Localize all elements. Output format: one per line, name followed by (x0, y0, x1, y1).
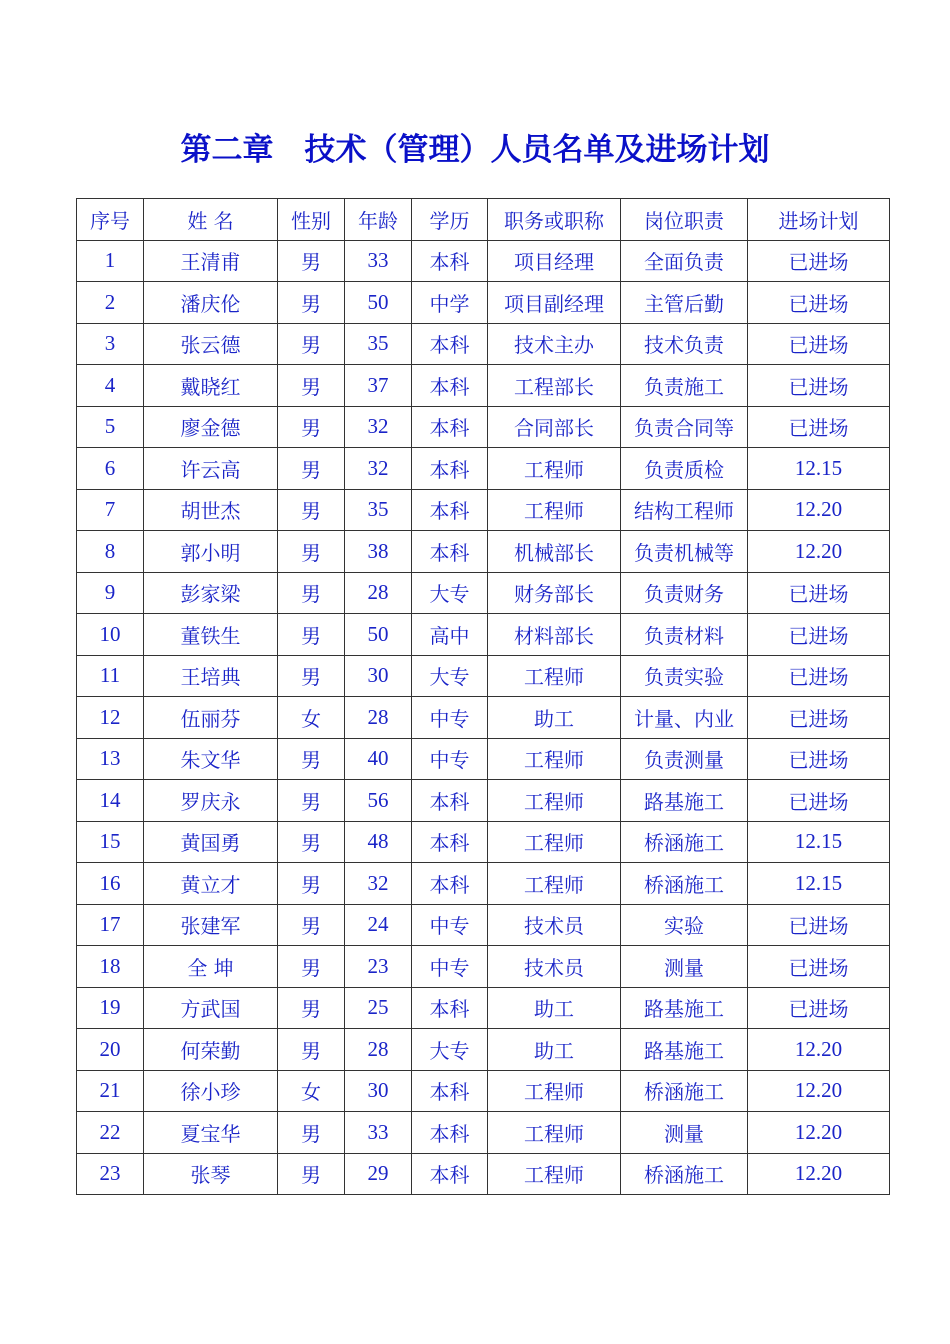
name-cell: 潘庆伦 (144, 282, 278, 324)
table-row (77, 1112, 890, 1154)
entry-plan-cell: 12.15 (748, 821, 890, 863)
age-cell: 38 (345, 531, 412, 573)
entry-plan-cell: 12.20 (748, 489, 890, 531)
education-cell: 本科 (412, 987, 488, 1029)
name-header: 姓 名 (144, 199, 278, 241)
name-cell: 何荣勤 (144, 1029, 278, 1071)
table-row (77, 987, 890, 1029)
duty-header: 岗位职责 (621, 199, 748, 241)
title-cell: 合同部长 (488, 406, 621, 448)
education-cell: 中专 (412, 738, 488, 780)
duty-cell: 路基施工 (621, 780, 748, 822)
duty-cell: 负责施工 (621, 365, 748, 407)
title-cell: 技术主办 (488, 323, 621, 365)
seq-cell: 14 (77, 780, 144, 822)
gender-cell: 男 (278, 323, 345, 365)
duty-cell: 桥涵施工 (621, 1153, 748, 1195)
table-row (77, 240, 890, 282)
age-cell: 50 (345, 282, 412, 324)
name-cell: 廖金德 (144, 406, 278, 448)
age-cell: 28 (345, 572, 412, 614)
age-cell: 33 (345, 1112, 412, 1154)
entry-plan-cell: 已进场 (748, 987, 890, 1029)
duty-cell: 桥涵施工 (621, 863, 748, 905)
seq-cell: 18 (77, 946, 144, 988)
age-cell: 37 (345, 365, 412, 407)
age-cell: 50 (345, 614, 412, 656)
name-cell: 张建军 (144, 904, 278, 946)
title-cell: 项目副经理 (488, 282, 621, 324)
age-cell: 35 (345, 323, 412, 365)
seq-cell: 8 (77, 531, 144, 573)
gender-cell: 男 (278, 572, 345, 614)
gender-cell: 男 (278, 240, 345, 282)
table-row (77, 1070, 890, 1112)
table-row (77, 821, 890, 863)
duty-cell: 测量 (621, 946, 748, 988)
gender-cell: 男 (278, 406, 345, 448)
seq-cell: 11 (77, 655, 144, 697)
entry-plan-cell: 12.20 (748, 1029, 890, 1071)
page-title: 第二章 技术（管理）人员名单及进场计划 (180, 132, 770, 168)
age-cell: 29 (345, 1153, 412, 1195)
name-cell: 张云德 (144, 323, 278, 365)
title-cell: 工程师 (488, 1153, 621, 1195)
education-cell: 本科 (412, 489, 488, 531)
gender-cell: 男 (278, 987, 345, 1029)
entry-plan-cell: 已进场 (748, 572, 890, 614)
name-cell: 胡世杰 (144, 489, 278, 531)
table-row (77, 448, 890, 490)
entry-plan-cell: 已进场 (748, 323, 890, 365)
education-cell: 中专 (412, 946, 488, 988)
table-row (77, 489, 890, 531)
name-cell: 许云高 (144, 448, 278, 490)
title-cell: 工程师 (488, 448, 621, 490)
name-cell: 朱文华 (144, 738, 278, 780)
table-row (77, 572, 890, 614)
education-cell: 本科 (412, 1070, 488, 1112)
duty-cell: 主管后勤 (621, 282, 748, 324)
education-cell: 中专 (412, 697, 488, 739)
duty-cell: 负责测量 (621, 738, 748, 780)
name-cell: 黄立才 (144, 863, 278, 905)
seq-cell: 16 (77, 863, 144, 905)
duty-cell: 实验 (621, 904, 748, 946)
age-cell: 30 (345, 655, 412, 697)
seq-cell: 21 (77, 1070, 144, 1112)
age-cell: 23 (345, 946, 412, 988)
duty-cell: 测量 (621, 1112, 748, 1154)
title-cell: 财务部长 (488, 572, 621, 614)
title-cell: 助工 (488, 697, 621, 739)
entry-plan-cell: 12.20 (748, 1112, 890, 1154)
duty-cell: 负责实验 (621, 655, 748, 697)
gender-cell: 男 (278, 1029, 345, 1071)
table-row (77, 904, 890, 946)
age-cell: 30 (345, 1070, 412, 1112)
age-cell: 32 (345, 863, 412, 905)
age-cell: 28 (345, 697, 412, 739)
gender-cell: 男 (278, 863, 345, 905)
gender-cell: 男 (278, 780, 345, 822)
name-cell: 张琴 (144, 1153, 278, 1195)
duty-cell: 全面负责 (621, 240, 748, 282)
age-cell: 33 (345, 240, 412, 282)
education-cell: 本科 (412, 365, 488, 407)
title-cell: 工程部长 (488, 365, 621, 407)
name-cell: 董铁生 (144, 614, 278, 656)
age-cell: 28 (345, 1029, 412, 1071)
title-cell: 技术员 (488, 946, 621, 988)
name-cell: 戴晓红 (144, 365, 278, 407)
duty-cell: 技术负责 (621, 323, 748, 365)
gender-cell: 男 (278, 1112, 345, 1154)
duty-cell: 计量、内业 (621, 697, 748, 739)
education-cell: 本科 (412, 780, 488, 822)
title-cell: 工程师 (488, 738, 621, 780)
entry-plan-cell: 已进场 (748, 365, 890, 407)
table-row (77, 863, 890, 905)
table-row (77, 738, 890, 780)
duty-cell: 结构工程师 (621, 489, 748, 531)
entry-plan-cell: 12.20 (748, 1153, 890, 1195)
gender-cell: 女 (278, 697, 345, 739)
table-header-row (77, 199, 890, 241)
title-cell: 工程师 (488, 1070, 621, 1112)
age-cell: 24 (345, 904, 412, 946)
education-cell: 高中 (412, 614, 488, 656)
table-row (77, 614, 890, 656)
seq-cell: 23 (77, 1153, 144, 1195)
title-cell: 工程师 (488, 863, 621, 905)
duty-cell: 负责机械等 (621, 531, 748, 573)
education-cell: 大专 (412, 655, 488, 697)
seq-cell: 2 (77, 282, 144, 324)
title-cell: 工程师 (488, 489, 621, 531)
education-cell: 本科 (412, 1112, 488, 1154)
entry-plan-cell: 已进场 (748, 614, 890, 656)
gender-cell: 男 (278, 904, 345, 946)
name-cell: 王培典 (144, 655, 278, 697)
name-cell: 郭小明 (144, 531, 278, 573)
table-row (77, 697, 890, 739)
name-cell: 罗庆永 (144, 780, 278, 822)
name-cell: 全 坤 (144, 946, 278, 988)
gender-cell: 男 (278, 1153, 345, 1195)
seq-cell: 4 (77, 365, 144, 407)
table-row (77, 323, 890, 365)
entry-plan-cell: 已进场 (748, 738, 890, 780)
table-body (77, 240, 890, 1195)
duty-cell: 负责材料 (621, 614, 748, 656)
title-cell: 工程师 (488, 655, 621, 697)
age-cell: 56 (345, 780, 412, 822)
education-cell: 大专 (412, 1029, 488, 1071)
table-row (77, 1153, 890, 1195)
staff-roster-table (76, 198, 890, 1195)
entry-plan-cell: 已进场 (748, 406, 890, 448)
gender-cell: 男 (278, 448, 345, 490)
table-row (77, 655, 890, 697)
seq-cell: 1 (77, 240, 144, 282)
gender-header: 性别 (278, 199, 345, 241)
education-cell: 本科 (412, 1153, 488, 1195)
name-cell: 徐小珍 (144, 1070, 278, 1112)
education-cell: 本科 (412, 448, 488, 490)
entry-plan-cell: 已进场 (748, 946, 890, 988)
seq-header: 序号 (77, 199, 144, 241)
duty-cell: 桥涵施工 (621, 821, 748, 863)
age-header: 年龄 (345, 199, 412, 241)
entry-plan-cell: 已进场 (748, 904, 890, 946)
title-cell: 材料部长 (488, 614, 621, 656)
gender-cell: 男 (278, 365, 345, 407)
title-cell: 项目经理 (488, 240, 621, 282)
duty-cell: 桥涵施工 (621, 1070, 748, 1112)
entry-plan-cell: 已进场 (748, 240, 890, 282)
age-cell: 48 (345, 821, 412, 863)
education-cell: 大专 (412, 572, 488, 614)
table-row (77, 406, 890, 448)
education-cell: 本科 (412, 531, 488, 573)
table-row (77, 282, 890, 324)
entry-plan-cell: 已进场 (748, 780, 890, 822)
seq-cell: 17 (77, 904, 144, 946)
table-row (77, 946, 890, 988)
seq-cell: 12 (77, 697, 144, 739)
entry-plan-cell: 12.15 (748, 863, 890, 905)
seq-cell: 6 (77, 448, 144, 490)
name-cell: 彭家梁 (144, 572, 278, 614)
duty-cell: 负责质检 (621, 448, 748, 490)
duty-cell: 路基施工 (621, 987, 748, 1029)
table-row (77, 531, 890, 573)
seq-cell: 3 (77, 323, 144, 365)
education-cell: 中专 (412, 904, 488, 946)
name-cell: 方武国 (144, 987, 278, 1029)
age-cell: 32 (345, 406, 412, 448)
name-cell: 夏宝华 (144, 1112, 278, 1154)
title-cell: 工程师 (488, 780, 621, 822)
title-cell: 助工 (488, 987, 621, 1029)
education-cell: 本科 (412, 406, 488, 448)
entry-plan-header: 进场计划 (748, 199, 890, 241)
title-cell: 工程师 (488, 1112, 621, 1154)
age-cell: 35 (345, 489, 412, 531)
gender-cell: 男 (278, 946, 345, 988)
table-row (77, 780, 890, 822)
gender-cell: 男 (278, 531, 345, 573)
gender-cell: 男 (278, 655, 345, 697)
entry-plan-cell: 已进场 (748, 655, 890, 697)
gender-cell: 男 (278, 489, 345, 531)
title-cell: 机械部长 (488, 531, 621, 573)
education-cell: 中学 (412, 282, 488, 324)
seq-cell: 5 (77, 406, 144, 448)
entry-plan-cell: 已进场 (748, 282, 890, 324)
seq-cell: 20 (77, 1029, 144, 1071)
education-header: 学历 (412, 199, 488, 241)
entry-plan-cell: 12.20 (748, 1070, 890, 1112)
education-cell: 本科 (412, 863, 488, 905)
gender-cell: 男 (278, 738, 345, 780)
seq-cell: 7 (77, 489, 144, 531)
seq-cell: 22 (77, 1112, 144, 1154)
seq-cell: 19 (77, 987, 144, 1029)
title-header: 职务或职称 (488, 199, 621, 241)
education-cell: 本科 (412, 821, 488, 863)
table-row (77, 365, 890, 407)
gender-cell: 女 (278, 1070, 345, 1112)
age-cell: 40 (345, 738, 412, 780)
duty-cell: 路基施工 (621, 1029, 748, 1071)
seq-cell: 9 (77, 572, 144, 614)
entry-plan-cell: 12.20 (748, 531, 890, 573)
name-cell: 王清甫 (144, 240, 278, 282)
age-cell: 32 (345, 448, 412, 490)
age-cell: 25 (345, 987, 412, 1029)
name-cell: 伍丽芬 (144, 697, 278, 739)
seq-cell: 10 (77, 614, 144, 656)
education-cell: 本科 (412, 323, 488, 365)
gender-cell: 男 (278, 821, 345, 863)
duty-cell: 负责合同等 (621, 406, 748, 448)
title-cell: 技术员 (488, 904, 621, 946)
gender-cell: 男 (278, 282, 345, 324)
entry-plan-cell: 已进场 (748, 697, 890, 739)
duty-cell: 负责财务 (621, 572, 748, 614)
title-cell: 工程师 (488, 821, 621, 863)
seq-cell: 13 (77, 738, 144, 780)
entry-plan-cell: 12.15 (748, 448, 890, 490)
name-cell: 黄国勇 (144, 821, 278, 863)
title-cell: 助工 (488, 1029, 621, 1071)
education-cell: 本科 (412, 240, 488, 282)
table-row (77, 1029, 890, 1071)
seq-cell: 15 (77, 821, 144, 863)
gender-cell: 男 (278, 614, 345, 656)
